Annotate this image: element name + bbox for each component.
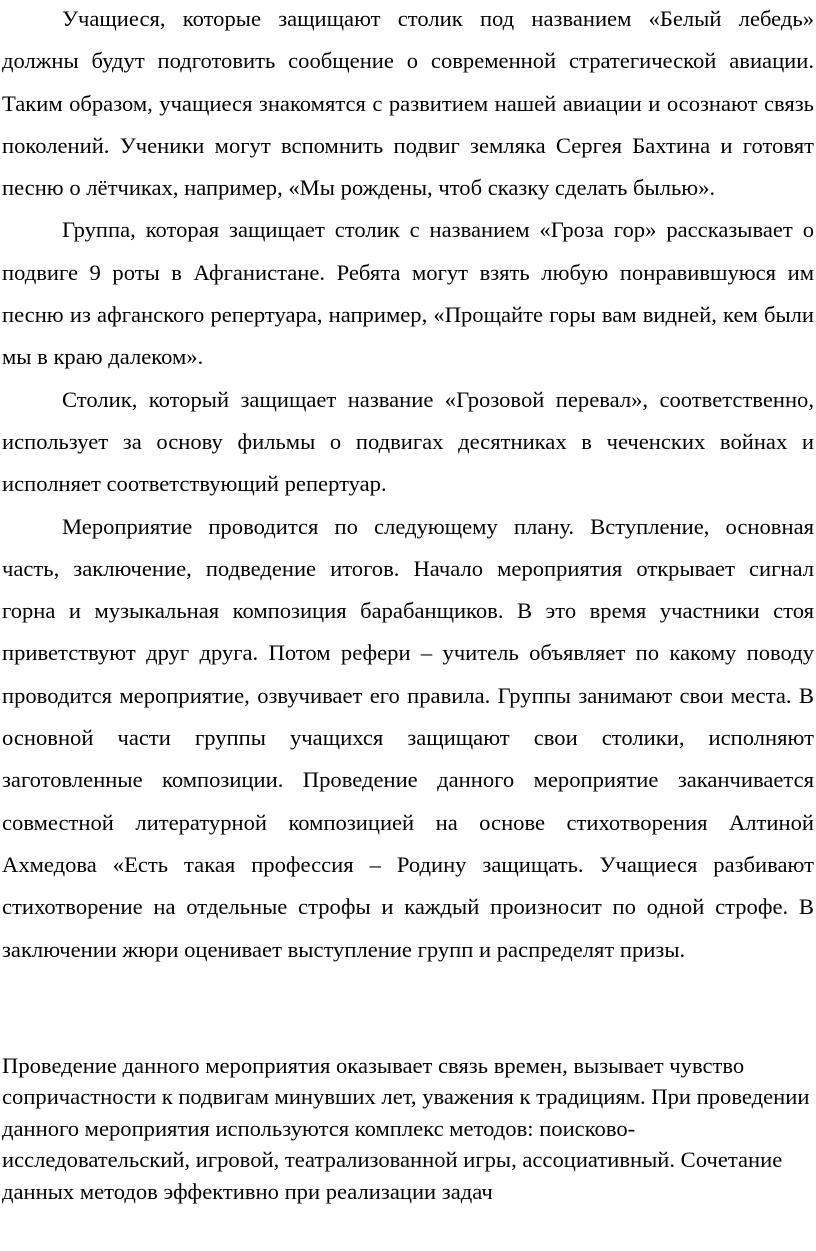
paragraph-white-swan: Учащиеся, которые защищают столик под названием «Белый лебедь» должны будут подготовить сообщение о современной стратегической авиации. Таким образом, учащиеся знакомятся с развитием нашей авиации и осознают связь поколений. Ученики могут вспомнить подвиг земляка Сергея Бахтина и готовят песню о лётчиках, например, «Мы рождены, чтоб сказку сделать былью». — [2, 6, 814, 201]
paragraph-mountain-storm: Группа, которая защищает столик с названием «Гроза гор» рассказывает о подвиге 9 роты в Афганистане. Ребята могут взять любую понравившуюся им песню из афганского репертуара, например, «Прощайте горы вам видней, кем были мы в краю далеком». — [2, 217, 814, 370]
paragraph-closing: Проведение данного мероприятия оказывает связь времен, вызывает чувство сопричастности к подвигам минувших лет, уважения к традициям. При проведении данного мероприятия используются комплекс методов: поисково-исследовательский, игровой, театрализованной игры, ассоциативный. Сочетание данных методов эффективно при реализации задач — [2, 1053, 810, 1204]
paragraph-thunder-pass: Столик, который защищает название «Грозовой перевал», соответственно, использует за основу фильмы о подвигах десятниках в чеченских войнах и исполняет соответствующий репертуар. — [2, 386, 814, 497]
document-body — [2, 0, 814, 971]
closing-section — [2, 1050, 814, 1207]
paragraph-event-plan: Мероприятие проводится по следующему плану. Вступление, основная часть, заключение, подведение итогов. Начало мероприятия открывает сигнал горна и музыкальная композиция барабанщиков. В это время участники стоя приветствуют друг друга. Потом рефери – учитель объявляет по какому поводу проводится мероприятие, озвучивает его правила. Группы занимают свои места. В основной части группы учащихся защищают свои столики, исполняют заготовленные композиции. Проведение данного мероприятие заканчивается совместной литературной композицией на основе стихотворения Алтиной Ахмедова «Есть такая профессия – Родину защищать. Учащиеся разбивают стихотворение на отдельные строфы и каждый произносит по одной строфе. В заключении жюри оценивает выступление групп и распределят призы. — [2, 513, 814, 962]
